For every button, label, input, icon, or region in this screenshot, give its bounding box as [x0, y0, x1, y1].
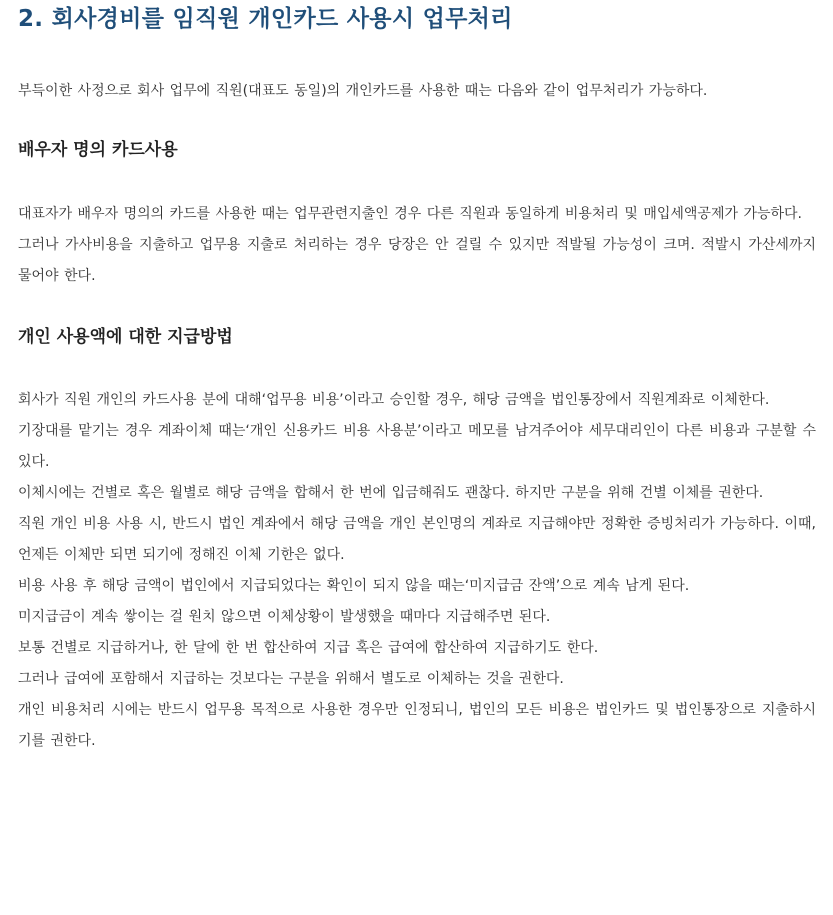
paragraph: 미지급금이 계속 쌓이는 걸 원치 않으면 이체상황이 발생했을 때마다 지급해주면 된다. — [18, 609, 551, 625]
paragraph: 기장대를 맡기는 경우 계좌이체 때는‘개인 신용카드 비용 사용분’이라고 메모를 남겨주어야 세무대리인이 다른 비용과 구분할 수 있다. — [18, 423, 816, 470]
paragraph: 회사가 직원 개인의 카드사용 분에 대해‘업무용 비용’이라고 승인할 경우, 해당 금액을 법인통장에서 직원계좌로 이체한다. — [18, 392, 770, 408]
article-title: 2. 회사경비를 임직원 개인카드 사용시 업무처리 — [18, 6, 513, 32]
section-heading-spouse-card: 배우자 명의 카드사용 — [18, 140, 178, 160]
paragraph: 대표자가 배우자 명의의 카드를 사용한 때는 업무관련지출인 경우 다른 직원과 동일하게 비용처리 및 매입세액공제가 가능하다. — [18, 206, 802, 222]
paragraph: 그러나 가사비용을 지출하고 업무용 지출로 처리하는 경우 당장은 안 걸릴 수 있지만 적발될 가능성이 크며. 적발시 가산세까지 물어야 한다. — [18, 237, 816, 284]
paragraph: 개인 비용처리 시에는 반드시 업무용 목적으로 사용한 경우만 인정되니, 법인의 모든 비용은 법인카드 및 법인통장으로 지출하시기를 권한다. — [18, 702, 816, 749]
paragraph: 비용 사용 후 해당 금액이 법인에서 지급되었다는 확인이 되지 않을 때는‘미지급금 잔액’으로 계속 남게 된다. — [18, 578, 690, 594]
section-heading-payment-method: 개인 사용액에 대한 지급방법 — [18, 327, 233, 347]
paragraph: 이체시에는 건별로 혹은 월별로 해당 금액을 합해서 한 번에 입금해줘도 괜찮다. 하지만 구분을 위해 건별 이체를 권한다. — [18, 485, 764, 501]
intro-paragraph: 부득이한 사정으로 회사 업무에 직원(대표도 동일)의 개인카드를 사용한 때는 다음와 같이 업무처리가 가능하다. — [18, 83, 708, 99]
section-body-spouse-card — [18, 199, 816, 292]
section-body-payment-method — [18, 385, 816, 757]
paragraph: 보통 건별로 지급하거나, 한 달에 한 번 합산하여 지급 혹은 급여에 합산하여 지급하기도 한다. — [18, 640, 599, 656]
paragraph: 그러나 급여에 포함해서 지급하는 것보다는 구분을 위해서 별도로 이체하는 것을 권한다. — [18, 671, 564, 687]
intro-block — [18, 76, 816, 107]
paragraph: 직원 개인 비용 사용 시, 반드시 법인 계좌에서 해당 금액을 개인 본인명의 계좌로 지급해야만 정확한 증빙처리가 가능하다. 이때, 언제든 이체만 되면 되기에 정해진 이체 기한은 없다. — [18, 516, 816, 563]
